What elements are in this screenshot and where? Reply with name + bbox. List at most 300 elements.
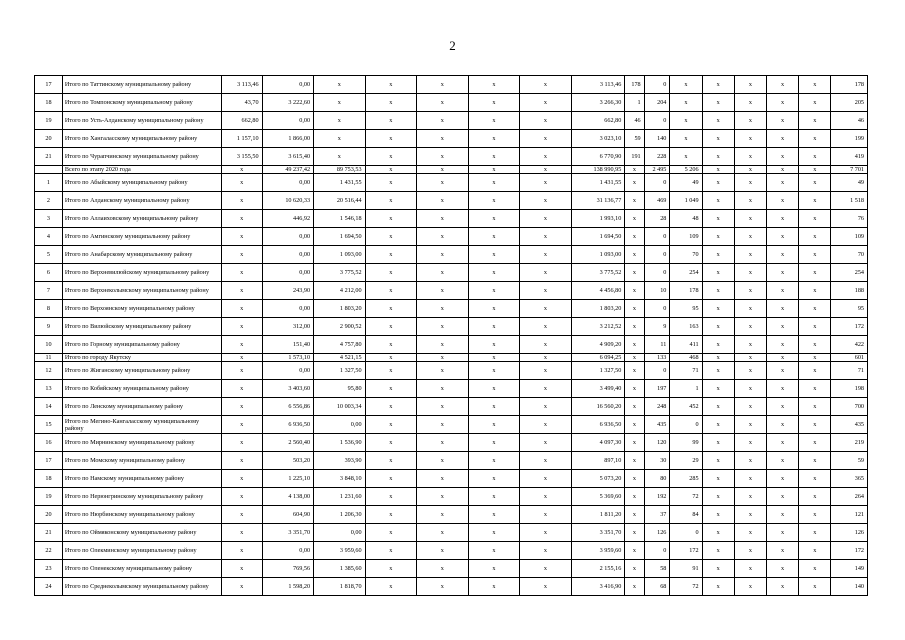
cell-value: 3 775,52 bbox=[571, 264, 625, 282]
cell-value: x bbox=[365, 506, 417, 524]
cell-value: x bbox=[702, 246, 734, 264]
cell-value: x bbox=[520, 524, 572, 542]
cell-value: x bbox=[365, 452, 417, 470]
cell-value: x bbox=[520, 362, 572, 380]
cell-value: x bbox=[468, 542, 520, 560]
cell-value: 0 bbox=[644, 174, 670, 192]
cell-value: x bbox=[314, 130, 366, 148]
cell-value: x bbox=[365, 112, 417, 130]
cell-value: 3 351,70 bbox=[262, 524, 314, 542]
cell-value: x bbox=[625, 560, 644, 578]
cell-value: x bbox=[221, 578, 262, 596]
cell-value: 46 bbox=[625, 112, 644, 130]
cell-value: x bbox=[799, 362, 831, 380]
cell-value: x bbox=[468, 452, 520, 470]
cell-value: x bbox=[468, 488, 520, 506]
cell-value: x bbox=[365, 362, 417, 380]
cell-value: x bbox=[702, 416, 734, 434]
cell-value: 1 327,50 bbox=[314, 362, 366, 380]
cell-value: x bbox=[734, 228, 766, 246]
cell-value: 71 bbox=[670, 362, 702, 380]
cell-value: x bbox=[625, 336, 644, 354]
cell-value: x bbox=[734, 398, 766, 416]
cell-value: 0 bbox=[644, 228, 670, 246]
cell-value: x bbox=[799, 192, 831, 210]
cell-value: 3 416,90 bbox=[571, 578, 625, 596]
cell-value: x bbox=[417, 192, 469, 210]
cell-value: 0,00 bbox=[262, 174, 314, 192]
cell-value: 0,00 bbox=[262, 264, 314, 282]
cell-value: x bbox=[468, 578, 520, 596]
cell-value: x bbox=[734, 210, 766, 228]
page-number: 2 bbox=[449, 38, 456, 53]
cell-value: x bbox=[799, 166, 831, 174]
cell-value: x bbox=[365, 560, 417, 578]
cell-value: x bbox=[468, 318, 520, 336]
cell-value: x bbox=[766, 264, 798, 282]
cell-value: 393,90 bbox=[314, 452, 366, 470]
cell-value: x bbox=[520, 192, 572, 210]
cell-value: 10 003,34 bbox=[314, 398, 366, 416]
cell-value: x bbox=[365, 282, 417, 300]
table-row bbox=[35, 318, 868, 336]
cell-value: 205 bbox=[831, 94, 868, 112]
cell-value: 1 bbox=[625, 94, 644, 112]
cell-value: x bbox=[734, 488, 766, 506]
cell-value: 49 bbox=[831, 174, 868, 192]
cell-value: x bbox=[702, 398, 734, 416]
cell-value: x bbox=[799, 246, 831, 264]
cell-value: x bbox=[799, 300, 831, 318]
cell-value: x bbox=[625, 434, 644, 452]
cell-value: 95 bbox=[670, 300, 702, 318]
cell-value: x bbox=[766, 578, 798, 596]
cell-value: 9 bbox=[644, 318, 670, 336]
cell-value: 1 157,10 bbox=[221, 130, 262, 148]
cell-value: x bbox=[734, 506, 766, 524]
cell-value: 7 701 bbox=[831, 166, 868, 174]
district-name: Итого по Кобяйскому муниципальному району bbox=[62, 380, 221, 398]
cell-value: x bbox=[766, 470, 798, 488]
cell-value: x bbox=[365, 148, 417, 166]
row-number: 18 bbox=[35, 470, 63, 488]
cell-value: x bbox=[799, 452, 831, 470]
cell-value: 0 bbox=[644, 112, 670, 130]
cell-value: x bbox=[468, 148, 520, 166]
cell-value: 0 bbox=[644, 362, 670, 380]
cell-value: 178 bbox=[625, 76, 644, 94]
cell-value: x bbox=[766, 416, 798, 434]
district-name: Итого по городу Якутску bbox=[62, 354, 221, 362]
cell-value: x bbox=[766, 398, 798, 416]
table-row bbox=[35, 264, 868, 282]
row-number: 13 bbox=[35, 380, 63, 398]
cell-value: x bbox=[314, 76, 366, 94]
district-name: Итого по Анабарскому муниципальному району bbox=[62, 246, 221, 264]
cell-value: x bbox=[365, 210, 417, 228]
district-name: Всего по этапу 2020 года bbox=[62, 166, 221, 174]
cell-value: x bbox=[799, 210, 831, 228]
cell-value: x bbox=[799, 354, 831, 362]
cell-value: x bbox=[520, 246, 572, 264]
cell-value: 4 212,00 bbox=[314, 282, 366, 300]
cell-value: x bbox=[221, 524, 262, 542]
cell-value: 4 909,20 bbox=[571, 336, 625, 354]
cell-value: x bbox=[520, 174, 572, 192]
cell-value: 3 113,46 bbox=[571, 76, 625, 94]
cell-value: 178 bbox=[831, 76, 868, 94]
cell-value: x bbox=[520, 318, 572, 336]
cell-value: x bbox=[314, 94, 366, 112]
cell-value: x bbox=[221, 452, 262, 470]
cell-value: 91 bbox=[670, 560, 702, 578]
table-row bbox=[35, 434, 868, 452]
cell-value: x bbox=[365, 398, 417, 416]
cell-value: x bbox=[799, 398, 831, 416]
cell-value: x bbox=[734, 380, 766, 398]
cell-value: x bbox=[365, 336, 417, 354]
cell-value: x bbox=[314, 112, 366, 130]
cell-value: 6 556,86 bbox=[262, 398, 314, 416]
cell-value: x bbox=[520, 398, 572, 416]
cell-value: 0 bbox=[644, 246, 670, 264]
cell-value: x bbox=[625, 354, 644, 362]
row-number: 21 bbox=[35, 148, 63, 166]
cell-value: x bbox=[468, 210, 520, 228]
cell-value: x bbox=[702, 300, 734, 318]
row-number: 16 bbox=[35, 434, 63, 452]
cell-value: x bbox=[520, 416, 572, 434]
cell-value: x bbox=[520, 434, 572, 452]
cell-value: 254 bbox=[831, 264, 868, 282]
cell-value: x bbox=[625, 264, 644, 282]
cell-value: x bbox=[365, 246, 417, 264]
cell-value: x bbox=[625, 416, 644, 434]
cell-value: 3 222,60 bbox=[262, 94, 314, 112]
cell-value: x bbox=[520, 282, 572, 300]
cell-value: x bbox=[468, 94, 520, 112]
cell-value: x bbox=[520, 264, 572, 282]
cell-value: x bbox=[417, 166, 469, 174]
cell-value: x bbox=[365, 174, 417, 192]
cell-value: x bbox=[799, 130, 831, 148]
cell-value: 0,00 bbox=[262, 76, 314, 94]
cell-value: x bbox=[766, 130, 798, 148]
cell-value: 1 694,50 bbox=[571, 228, 625, 246]
cell-value: x bbox=[417, 148, 469, 166]
cell-value: x bbox=[417, 228, 469, 246]
cell-value: 1 573,10 bbox=[262, 354, 314, 362]
cell-value: x bbox=[417, 94, 469, 112]
cell-value: x bbox=[417, 488, 469, 506]
cell-value: x bbox=[734, 282, 766, 300]
cell-value: 662,80 bbox=[571, 112, 625, 130]
cell-value: 70 bbox=[831, 246, 868, 264]
cell-value: 99 bbox=[670, 434, 702, 452]
cell-value: x bbox=[799, 488, 831, 506]
cell-value: x bbox=[365, 94, 417, 112]
row-number: 24 bbox=[35, 578, 63, 596]
cell-value: 3 266,30 bbox=[571, 94, 625, 112]
cell-value: x bbox=[625, 578, 644, 596]
cell-value: 49 237,42 bbox=[262, 166, 314, 174]
cell-value: x bbox=[221, 228, 262, 246]
cell-value: 1 431,55 bbox=[314, 174, 366, 192]
cell-value: 172 bbox=[831, 318, 868, 336]
cell-value: x bbox=[468, 354, 520, 362]
cell-value: 1 694,50 bbox=[314, 228, 366, 246]
cell-value: 43,70 bbox=[221, 94, 262, 112]
cell-value: 219 bbox=[831, 434, 868, 452]
cell-value: 140 bbox=[644, 130, 670, 148]
cell-value: x bbox=[417, 560, 469, 578]
cell-value: 3 615,40 bbox=[262, 148, 314, 166]
cell-value: x bbox=[468, 434, 520, 452]
cell-value: 172 bbox=[831, 542, 868, 560]
cell-value: x bbox=[625, 228, 644, 246]
cell-value: x bbox=[221, 488, 262, 506]
cell-value: x bbox=[468, 246, 520, 264]
district-name: Итого по Верхневилюйскому муниципальному району bbox=[62, 264, 221, 282]
cell-value: x bbox=[468, 398, 520, 416]
district-name: Итого по Таттинскому муниципальному району bbox=[62, 76, 221, 94]
cell-value: x bbox=[702, 94, 734, 112]
cell-value: x bbox=[221, 166, 262, 174]
cell-value: 2 900,52 bbox=[314, 318, 366, 336]
district-name: Итого по Хангаласскому муниципальному району bbox=[62, 130, 221, 148]
cell-value: x bbox=[734, 354, 766, 362]
cell-value: x bbox=[734, 300, 766, 318]
cell-value: 1 206,30 bbox=[314, 506, 366, 524]
cell-value: 10 bbox=[644, 282, 670, 300]
cell-value: 197 bbox=[644, 380, 670, 398]
housing-program-table bbox=[34, 75, 868, 596]
table-row bbox=[35, 488, 868, 506]
cell-value: x bbox=[520, 336, 572, 354]
cell-value: x bbox=[365, 318, 417, 336]
table-row bbox=[35, 112, 868, 130]
table-row bbox=[35, 542, 868, 560]
cell-value: x bbox=[734, 130, 766, 148]
cell-value: 1 818,70 bbox=[314, 578, 366, 596]
district-name: Итого по Нюрбинскому муниципальному району bbox=[62, 506, 221, 524]
cell-value: 3 403,60 bbox=[262, 380, 314, 398]
cell-value: 30 bbox=[644, 452, 670, 470]
cell-value: 1 bbox=[670, 380, 702, 398]
cell-value: 5 206 bbox=[670, 166, 702, 174]
cell-value: 188 bbox=[831, 282, 868, 300]
row-number: 4 bbox=[35, 228, 63, 246]
cell-value: x bbox=[365, 354, 417, 362]
cell-value: x bbox=[766, 362, 798, 380]
cell-value: x bbox=[799, 560, 831, 578]
cell-value: x bbox=[799, 506, 831, 524]
cell-value: 140 bbox=[831, 578, 868, 596]
row-number: 8 bbox=[35, 300, 63, 318]
cell-value: 769,56 bbox=[262, 560, 314, 578]
cell-value: x bbox=[417, 174, 469, 192]
cell-value: x bbox=[625, 524, 644, 542]
table-row bbox=[35, 192, 868, 210]
cell-value: 72 bbox=[670, 578, 702, 596]
cell-value: x bbox=[702, 192, 734, 210]
cell-value: x bbox=[702, 336, 734, 354]
cell-value: 46 bbox=[831, 112, 868, 130]
cell-value: x bbox=[365, 542, 417, 560]
cell-value: 95,80 bbox=[314, 380, 366, 398]
table-row bbox=[35, 166, 868, 174]
cell-value: x bbox=[468, 380, 520, 398]
cell-value: x bbox=[520, 560, 572, 578]
cell-value: x bbox=[702, 380, 734, 398]
cell-value: x bbox=[766, 560, 798, 578]
district-name: Итого по Верхоянскому муниципальному району bbox=[62, 300, 221, 318]
cell-value: x bbox=[365, 264, 417, 282]
cell-value: 0,00 bbox=[262, 112, 314, 130]
cell-value: x bbox=[799, 94, 831, 112]
cell-value: 80 bbox=[644, 470, 670, 488]
cell-value: x bbox=[702, 174, 734, 192]
cell-value: x bbox=[417, 300, 469, 318]
cell-value: x bbox=[766, 94, 798, 112]
table-row bbox=[35, 300, 868, 318]
cell-value: 1 546,18 bbox=[314, 210, 366, 228]
cell-value: x bbox=[417, 264, 469, 282]
cell-value: 149 bbox=[831, 560, 868, 578]
cell-value: x bbox=[417, 398, 469, 416]
cell-value: x bbox=[520, 76, 572, 94]
table-row bbox=[35, 380, 868, 398]
table-row bbox=[35, 578, 868, 596]
row-number: 21 bbox=[35, 524, 63, 542]
cell-value: x bbox=[417, 282, 469, 300]
cell-value: x bbox=[799, 336, 831, 354]
cell-value: x bbox=[520, 380, 572, 398]
cell-value: x bbox=[520, 130, 572, 148]
row-number: 5 bbox=[35, 246, 63, 264]
cell-value: x bbox=[625, 282, 644, 300]
cell-value: x bbox=[520, 210, 572, 228]
cell-value: x bbox=[417, 524, 469, 542]
cell-value: x bbox=[702, 282, 734, 300]
cell-value: x bbox=[702, 166, 734, 174]
cell-value: x bbox=[468, 264, 520, 282]
cell-value: x bbox=[702, 264, 734, 282]
cell-value: 48 bbox=[670, 210, 702, 228]
cell-value: x bbox=[468, 282, 520, 300]
cell-value: 1 093,00 bbox=[571, 246, 625, 264]
cell-value: x bbox=[734, 94, 766, 112]
cell-value: 5 369,60 bbox=[571, 488, 625, 506]
district-name: Итого по Мегино-Кангаласскому муниципальному району bbox=[62, 416, 221, 434]
row-number: 15 bbox=[35, 416, 63, 434]
row-number: 23 bbox=[35, 560, 63, 578]
cell-value: 3 775,52 bbox=[314, 264, 366, 282]
cell-value: 662,80 bbox=[221, 112, 262, 130]
cell-value: 6 936,50 bbox=[571, 416, 625, 434]
cell-value: 151,40 bbox=[262, 336, 314, 354]
cell-value: 435 bbox=[644, 416, 670, 434]
cell-value: x bbox=[520, 112, 572, 130]
cell-value: x bbox=[221, 560, 262, 578]
cell-value: 72 bbox=[670, 488, 702, 506]
cell-value: x bbox=[734, 362, 766, 380]
cell-value: x bbox=[417, 434, 469, 452]
cell-value: x bbox=[702, 318, 734, 336]
cell-value: 0 bbox=[644, 542, 670, 560]
cell-value: x bbox=[221, 282, 262, 300]
cell-value: 2 560,40 bbox=[262, 434, 314, 452]
cell-value: x bbox=[799, 282, 831, 300]
cell-value: 198 bbox=[831, 380, 868, 398]
district-name: Итого по Томпонскому муниципальному району bbox=[62, 94, 221, 112]
cell-value: x bbox=[468, 112, 520, 130]
cell-value: x bbox=[520, 488, 572, 506]
district-name: Итого по Олекминскому муниципальному району bbox=[62, 542, 221, 560]
row-number: 11 bbox=[35, 354, 63, 362]
cell-value: x bbox=[734, 318, 766, 336]
cell-value: x bbox=[766, 380, 798, 398]
cell-value: x bbox=[365, 488, 417, 506]
row-number: 2 bbox=[35, 192, 63, 210]
district-name: Итого по Среднеколымскому муниципальному району bbox=[62, 578, 221, 596]
cell-value: 700 bbox=[831, 398, 868, 416]
cell-value: x bbox=[625, 506, 644, 524]
cell-value: x bbox=[670, 112, 702, 130]
cell-value: x bbox=[766, 354, 798, 362]
cell-value: x bbox=[702, 354, 734, 362]
cell-value: x bbox=[734, 524, 766, 542]
cell-value: x bbox=[625, 380, 644, 398]
cell-value: x bbox=[734, 434, 766, 452]
cell-value: x bbox=[702, 524, 734, 542]
cell-value: x bbox=[365, 416, 417, 434]
row-number: 22 bbox=[35, 542, 63, 560]
cell-value: 254 bbox=[670, 264, 702, 282]
cell-value: 1 231,60 bbox=[314, 488, 366, 506]
cell-value: x bbox=[702, 112, 734, 130]
cell-value: x bbox=[468, 130, 520, 148]
district-name: Итого по Усть-Алданскому муниципальному району bbox=[62, 112, 221, 130]
cell-value: 138 990,95 bbox=[571, 166, 625, 174]
cell-value: 1 803,20 bbox=[571, 300, 625, 318]
cell-value: x bbox=[520, 148, 572, 166]
cell-value: 243,90 bbox=[262, 282, 314, 300]
cell-value: x bbox=[670, 130, 702, 148]
cell-value: 0,00 bbox=[314, 524, 366, 542]
row-number: 3 bbox=[35, 210, 63, 228]
district-name: Итого по Горному муниципальному району bbox=[62, 336, 221, 354]
cell-value: x bbox=[417, 578, 469, 596]
cell-value: 95 bbox=[831, 300, 868, 318]
cell-value: 1 431,55 bbox=[571, 174, 625, 192]
cell-value: x bbox=[468, 300, 520, 318]
cell-value: 365 bbox=[831, 470, 868, 488]
cell-value: x bbox=[702, 452, 734, 470]
cell-value: 0,00 bbox=[262, 362, 314, 380]
cell-value: 3 023,10 bbox=[571, 130, 625, 148]
cell-value: x bbox=[221, 174, 262, 192]
district-name: Итого по Ленскому муниципальному району bbox=[62, 398, 221, 416]
table-row bbox=[35, 246, 868, 264]
cell-value: x bbox=[766, 300, 798, 318]
cell-value: x bbox=[520, 228, 572, 246]
cell-value: 446,92 bbox=[262, 210, 314, 228]
cell-value: x bbox=[799, 380, 831, 398]
cell-value: x bbox=[365, 166, 417, 174]
cell-value: x bbox=[221, 318, 262, 336]
cell-value: x bbox=[625, 398, 644, 416]
